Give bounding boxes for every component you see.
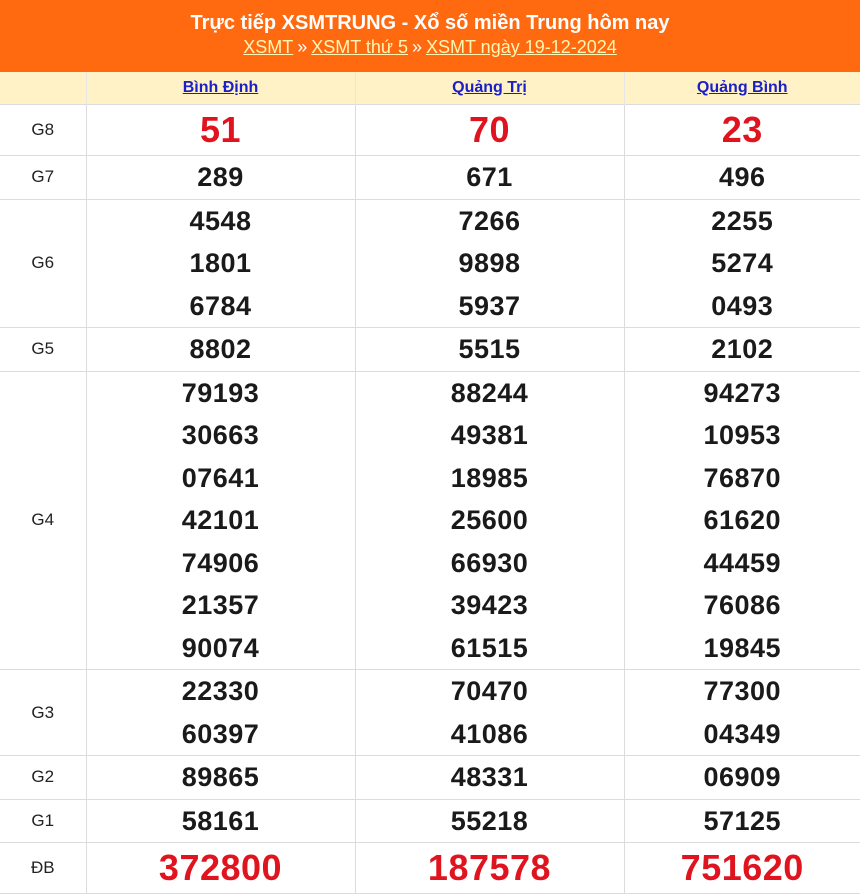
prize-cell [624,843,860,894]
prize-number: 5515 [356,328,624,371]
prize-number: 79193 [87,372,355,415]
prize-label: ĐB [0,843,86,894]
prize-number: 61620 [625,499,860,542]
prize-number: 41086 [356,713,624,756]
prize-cell [86,105,355,156]
prize-number: 04349 [625,713,860,756]
page-header [0,0,860,72]
prize-cell [624,199,860,328]
prize-number: 48331 [356,756,624,799]
prize-number: 5937 [356,285,624,328]
prize-number: 21357 [87,584,355,627]
prize-label: G2 [0,756,86,800]
prize-cell [624,156,860,200]
prize-number: 1801 [87,242,355,285]
prize-number: 49381 [356,414,624,457]
prize-cell [355,328,624,372]
prize-number: 496 [625,156,860,199]
prize-cell [355,843,624,894]
prize-label: G8 [0,105,86,156]
prize-cell [86,670,355,756]
prize-row-g5 [0,328,860,372]
province-header [355,72,624,105]
prize-number: 44459 [625,542,860,585]
prize-cell [355,756,624,800]
prize-label-header [0,72,86,105]
prize-number: 0493 [625,285,860,328]
prize-cell [355,199,624,328]
prize-number: 06909 [625,756,860,799]
prize-cell [624,670,860,756]
prize-row-g8 [0,105,860,156]
prize-number: 42101 [87,499,355,542]
prize-cell [86,799,355,843]
province-header [86,72,355,105]
prize-number: 18985 [356,457,624,500]
results-table [0,72,860,894]
prize-number: 58161 [87,800,355,843]
prize-cell [86,371,355,670]
prize-cell [355,156,624,200]
prize-number: 8802 [87,328,355,371]
prize-number: 07641 [87,457,355,500]
prize-number: 187578 [356,847,624,890]
prize-row-g7 [0,156,860,200]
breadcrumb-separator: » [297,37,307,57]
prize-number: 88244 [356,372,624,415]
prize-number: 5274 [625,242,860,285]
prize-number: 289 [87,156,355,199]
prize-row-g1 [0,799,860,843]
prize-number: 66930 [356,542,624,585]
prize-cell [355,799,624,843]
prize-cell [355,670,624,756]
breadcrumb-xsmt[interactable]: XSMT [243,37,293,57]
prize-number: 6784 [87,285,355,328]
prize-number: 57125 [625,800,860,843]
prize-number: 77300 [625,670,860,713]
prize-row-db [0,843,860,894]
prize-number: 372800 [87,847,355,890]
breadcrumb-xsmt-date[interactable]: XSMT ngày 19-12-2024 [426,37,617,57]
breadcrumb-xsmt-thu-5[interactable]: XSMT thứ 5 [311,37,408,57]
prize-number: 61515 [356,627,624,670]
breadcrumb [0,36,860,58]
prize-number: 25600 [356,499,624,542]
prize-label: G7 [0,156,86,200]
province-link-binh-dinh[interactable]: Bình Định [183,79,259,96]
prize-number: 23 [625,109,860,151]
prize-row-g2 [0,756,860,800]
prize-cell [355,105,624,156]
prize-number: 76086 [625,584,860,627]
prize-number: 90074 [87,627,355,670]
prize-number: 10953 [625,414,860,457]
prize-label: G1 [0,799,86,843]
prize-number: 7266 [356,200,624,243]
prize-cell [86,199,355,328]
prize-label: G5 [0,328,86,372]
prize-number: 51 [87,109,355,151]
prize-cell [624,371,860,670]
prize-number: 4548 [87,200,355,243]
prize-row-g6 [0,199,860,328]
prize-number: 22330 [87,670,355,713]
breadcrumb-separator: » [412,37,422,57]
prize-number: 94273 [625,372,860,415]
prize-number: 30663 [87,414,355,457]
page-title: Trực tiếp XSMTRUNG - Xổ số miền Trung hôm nay [0,10,860,36]
prize-cell [86,843,355,894]
prize-number: 55218 [356,800,624,843]
province-link-quang-tri[interactable]: Quảng Trị [452,79,527,96]
prize-number: 19845 [625,627,860,670]
prize-number: 9898 [356,242,624,285]
prize-number: 39423 [356,584,624,627]
prize-cell [86,156,355,200]
prize-number: 60397 [87,713,355,756]
prize-number: 70470 [356,670,624,713]
prize-cell [355,371,624,670]
province-header-row [0,72,860,105]
prize-number: 2255 [625,200,860,243]
prize-number: 671 [356,156,624,199]
province-link-quang-binh[interactable]: Quảng Bình [697,79,788,96]
prize-label: G6 [0,199,86,328]
prize-number: 89865 [87,756,355,799]
prize-cell [624,105,860,156]
prize-number: 2102 [625,328,860,371]
prize-number: 70 [356,109,624,151]
province-header [624,72,860,105]
prize-number: 76870 [625,457,860,500]
prize-cell [86,756,355,800]
prize-label: G3 [0,670,86,756]
prize-row-g3 [0,670,860,756]
prize-cell [86,328,355,372]
prize-cell [624,328,860,372]
prize-number: 751620 [625,847,860,890]
prize-cell [624,756,860,800]
prize-label: G4 [0,371,86,670]
prize-number: 74906 [87,542,355,585]
prize-row-g4 [0,371,860,670]
prize-cell [624,799,860,843]
